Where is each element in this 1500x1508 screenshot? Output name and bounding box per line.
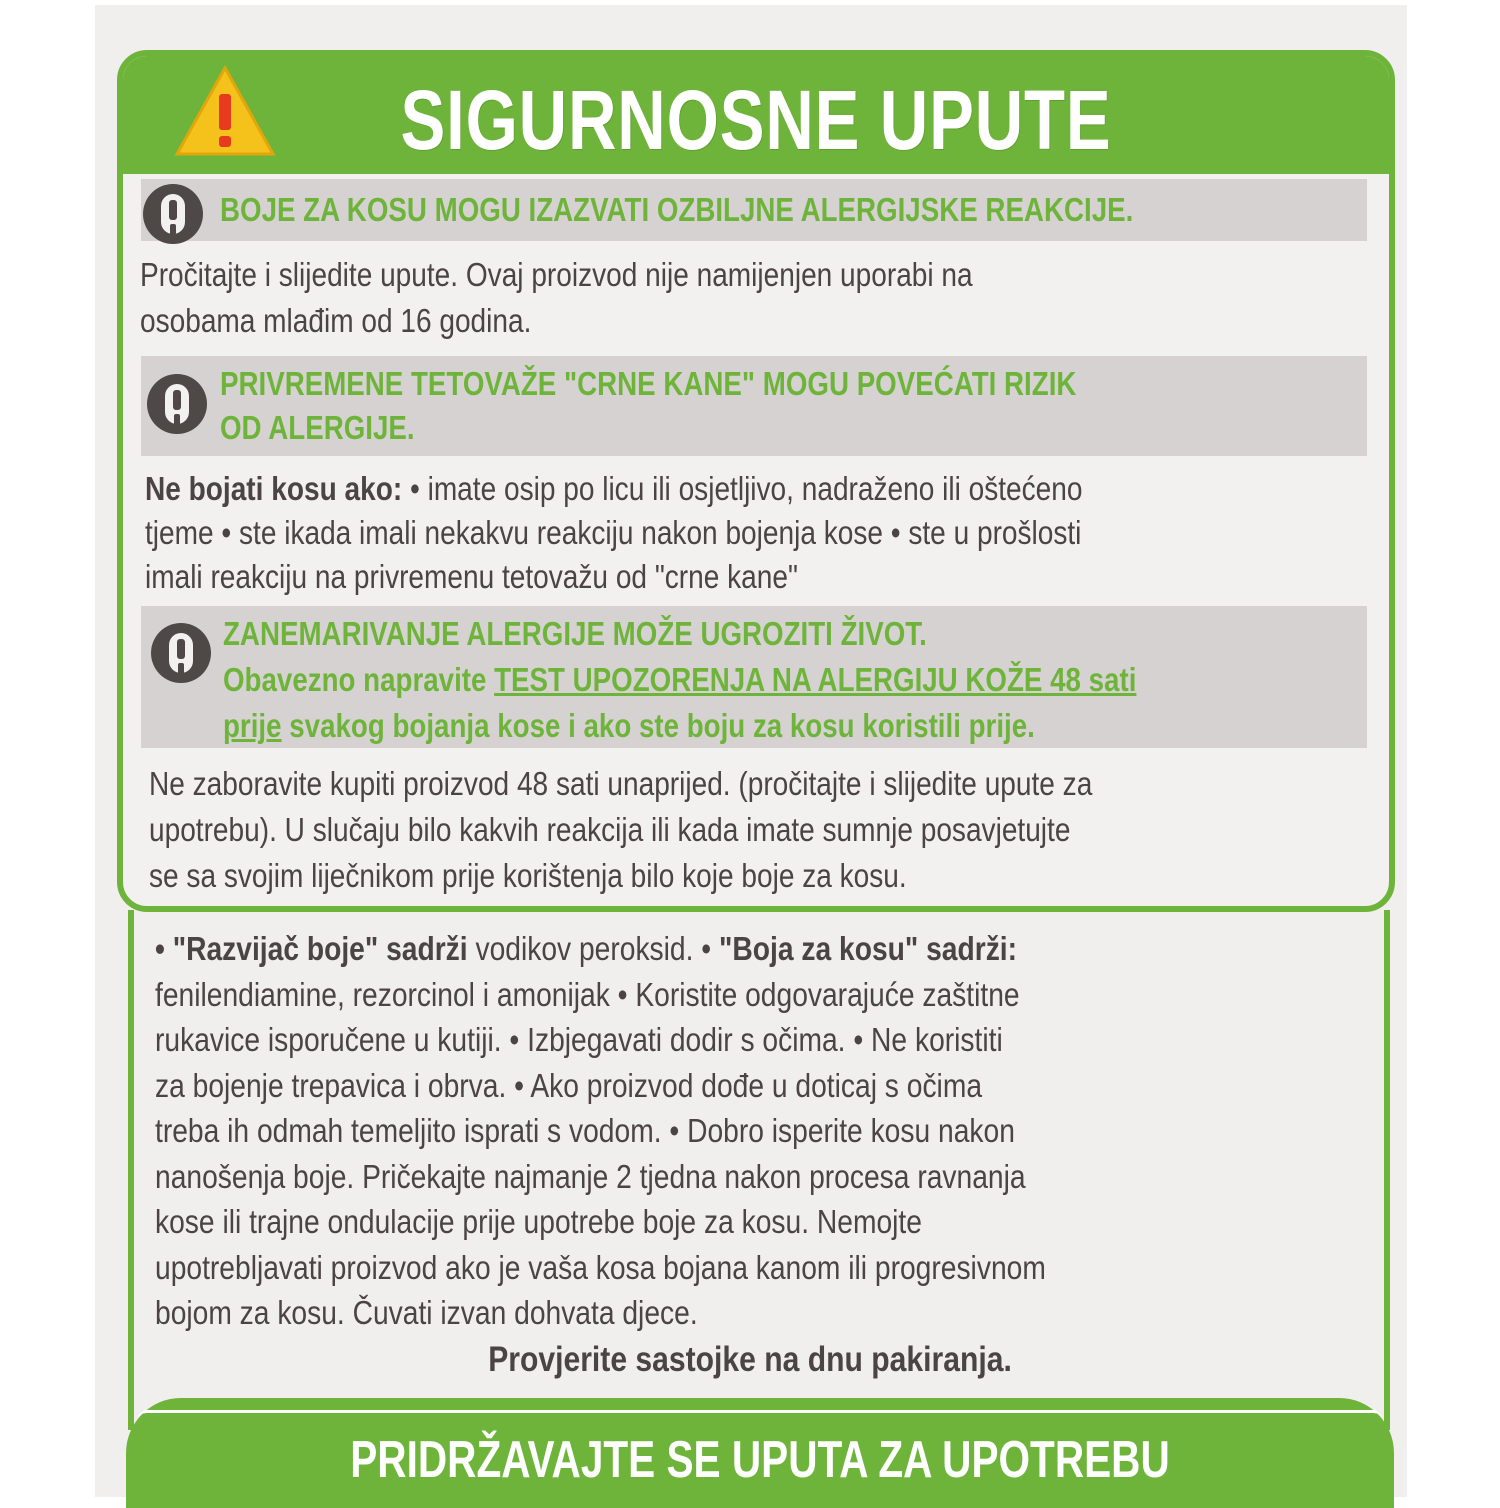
ingredients-line-1: • "Razvijač boje" sadrži vodikov peroksid. • "Boja za kosu" sadrži: [155,930,1018,967]
exclamation-circle-icon [147,374,207,434]
ingredients-line-2: fenilendiamine, rezorcinol i amonijak • Koristite odgovarajuće zaštitne [155,975,1020,1013]
warning-heading-2b: OD ALERGIJE. [220,409,415,446]
ingredients-line-4: za bojenje trepavica i obrva. • Ako proizvod dođe u doticaj s očima [155,1066,983,1104]
exclamation-circle-icon [143,184,203,244]
warning-text-2b: tjeme • ste ikada imali nekakvu reakciju nakon bojenja kose • ste u prošlosti [145,514,1082,551]
ingredients-text [155,926,1046,1336]
footer-text: PRIDRŽAVAJTE SE UPUTA ZA UPOTREBU [350,1431,1170,1489]
safety-panel [117,50,1395,912]
warning-text-3a: Ne zaboravite kupiti proizvod 48 sati unaprijed. (pročitajte i slijedite upute za [149,765,1093,802]
warning-text-2a: Ne bojati kosu ako: • imate osip po licu ili osjetljivo, nadraženo ili oštećeno [145,470,1083,507]
footer-banner-outline [138,1410,1382,1419]
warning-text-3c: se sa svojim liječnikom prije korištenja bilo koje boje za kosu. [149,857,907,894]
footer-banner [126,1398,1394,1508]
ingredients-line-9: bojom za kosu. Čuvati izvan dohvata djece. [155,1294,698,1331]
warning-heading-3c: prije svakog bojanja kose i ako ste boju za kosu koristili prije. [223,707,1035,744]
ingredients-line-3: rukavice isporučene u kutiji. • Izbjegavati dodir s očima. • Ne koristiti [155,1021,1003,1058]
title-bar [123,56,1389,174]
ingredients-line-7: kose ili trajne ondulacije prije upotrebe boje za kosu. Nemojte [155,1203,922,1240]
warning-heading-1: BOJE ZA KOSU MOGU IZAZVATI OZBILJNE ALERGIJSKE REAKCIJE. [220,191,1134,228]
exclamation-circle-icon [151,623,211,683]
warning-text-1a: Pročitajte i slijedite upute. Ovaj proizvod nije namijenjen uporabi na [140,256,973,293]
warning-heading-3b: Obavezno napravite TEST UPOZORENJA NA ALERGIJU KOŽE 48 sati [223,661,1137,698]
page-title: SIGURNOSNE UPUTE [400,73,1112,167]
warning-text-2c: imali reakciju na privremenu tetovažu od "crne kane" [145,558,798,595]
check-ingredients-note: Provjerite sastojke na dnu pakiranja. [488,1340,1012,1379]
ingredients-line-5: treba ih odmah temeljito isprati s vodom. • Dobro isperite kosu nakon [155,1112,1015,1149]
warning-text-1b: osobama mlađim od 16 godina. [140,302,532,339]
warning-text-3b: upotrebu). U slučaju bilo kakvih reakcija ili kada imate sumnje posavjetujte [149,811,1071,848]
ingredients-line-6: nanošenja boje. Pričekajte najmanje 2 tjedna nakon procesa ravnanja [155,1157,1026,1195]
warning-heading-2a: PRIVREMENE TETOVAŽE "CRNE KANE" MOGU POVEĆATI RIZIK [220,365,1077,402]
warning-heading-3a: ZANEMARIVANJE ALERGIJE MOŽE UGROZITI ŽIVOT. [223,615,927,652]
ingredients-line-8: upotrebljavati proizvod ako je vaša kosa bojana kanom ili progresivnom [155,1248,1046,1286]
warning-lead: Ne bojati kosu ako: [145,470,403,507]
